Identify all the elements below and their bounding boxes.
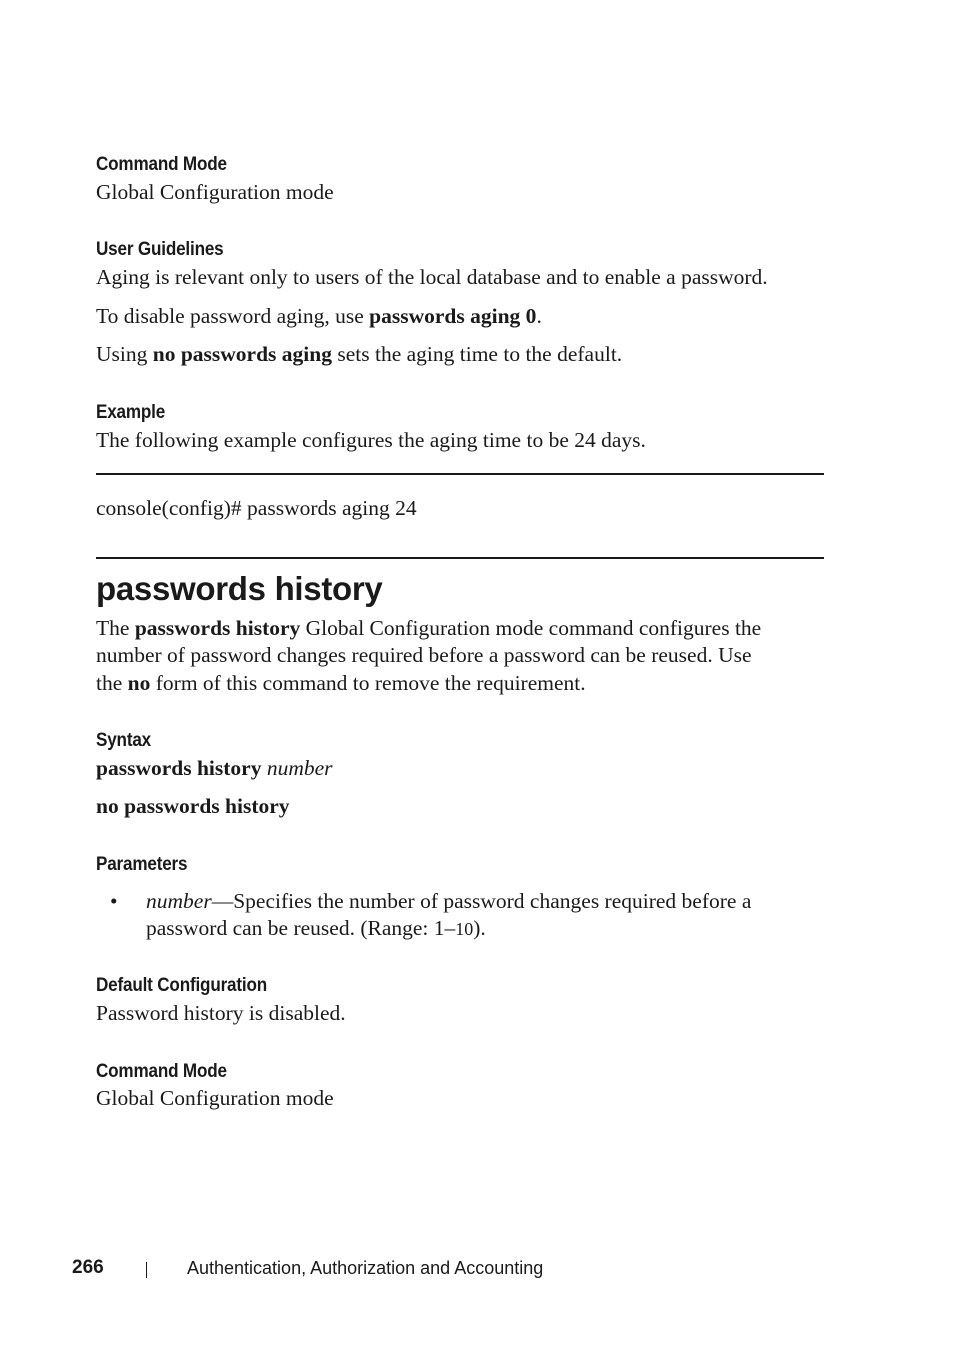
code-block-bottom-rule xyxy=(96,557,824,559)
page-number: 266 xyxy=(72,1257,104,1278)
command-mode-heading-2: Command Mode xyxy=(96,1061,227,1082)
intro-command: passwords history xyxy=(134,616,301,640)
guideline-3: Using no passwords aging sets the aging time to the default. xyxy=(96,342,623,366)
syntax-line-1: passwords history number xyxy=(96,756,333,780)
default-config-text: Password history is disabled. xyxy=(96,1001,346,1025)
code-block-top-rule xyxy=(96,473,824,475)
guideline-3-command: no passwords aging xyxy=(152,342,332,366)
example-heading: Example xyxy=(96,402,166,423)
syntax-heading: Syntax xyxy=(96,730,151,751)
guideline-1: Aging is relevant only to users of the local database and to enable a password. xyxy=(96,265,768,289)
bullet: • xyxy=(110,889,118,913)
example-text: The following example configures the aging time to be 24 days. xyxy=(96,428,646,452)
guideline-2-command: passwords aging 0 xyxy=(369,304,537,328)
intro-line-2: number of password changes required before a password can be reused. Use xyxy=(96,643,752,667)
intro-line-3: the no form of this command to remove the requirement. xyxy=(96,671,586,695)
command-mode-text-2: Global Configuration mode xyxy=(96,1086,334,1110)
guideline-2: To disable password aging, use passwords aging 0. xyxy=(96,304,542,328)
syntax-line-2: no passwords history xyxy=(96,794,290,818)
chapter-title: Authentication, Authorization and Accounting xyxy=(187,1258,544,1278)
example-code: console(config)# passwords aging 24 xyxy=(96,496,417,520)
intro-line-1: The passwords history Global Configuration mode command configures the xyxy=(96,616,762,640)
user-guidelines-heading: User Guidelines xyxy=(96,239,224,260)
page-title: passwords history xyxy=(96,570,383,607)
param-line-2: password can be reused. (Range: 1–10). xyxy=(146,916,486,940)
default-config-heading: Default Configuration xyxy=(96,975,268,996)
syntax-argument: number xyxy=(266,756,333,780)
footer-separator xyxy=(146,1262,147,1278)
parameters-heading: Parameters xyxy=(96,854,188,875)
command-mode-heading: Command Mode xyxy=(96,154,227,175)
param-line-1: number—Specifies the number of password changes required before a xyxy=(146,889,752,913)
intro-no-keyword: no xyxy=(127,671,151,695)
param-name: number xyxy=(146,889,212,913)
command-mode-text: Global Configuration mode xyxy=(96,180,334,204)
